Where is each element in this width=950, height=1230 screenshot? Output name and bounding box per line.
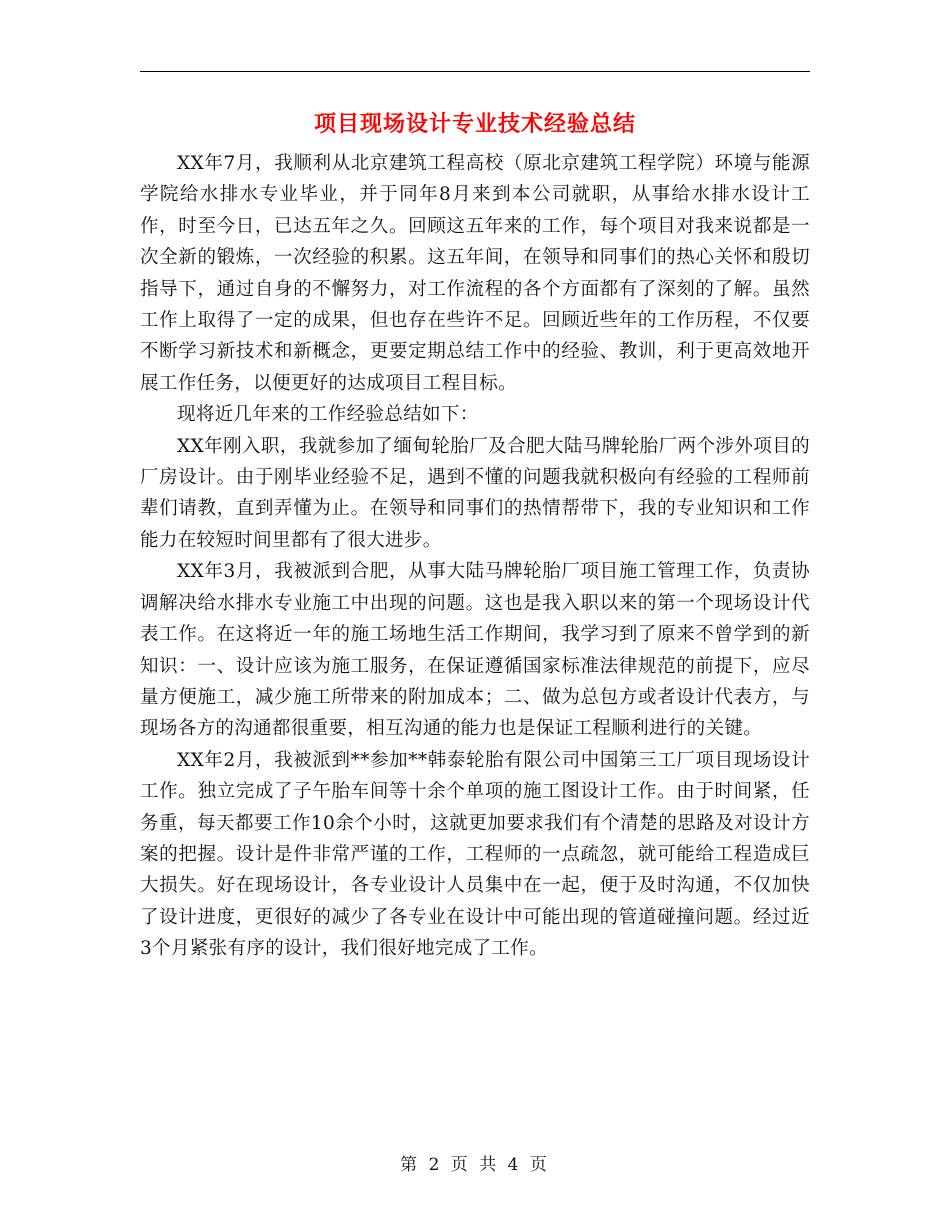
paragraph-hefei-site: XX年3月，我被派到合肥，从事大陆马牌轮胎厂项目施工管理工作，负责协调解决给水排水专业施工中出现的问题。这也是我入职以来的第一个现场设计代表工作。在这将近一年的施工场地生活工作期间，我学习到了原来不曾学到的新知识：一、设计应该为施工服务，在保证遵循国家标准法律规范的前提下，应尽量方便施工，减少施工所带来的附加成本；二、做为总包方或者设计代表方，与现场各方的沟通都很重要，相互沟通的能力也是保证工程顺利进行的关键。 (140, 561, 810, 740)
document-title: 项目现场设计专业技术经验总结 (313, 112, 636, 137)
document-body (140, 148, 810, 965)
paragraph-hankook-project: XX年2月，我被派到**参加**韩泰轮胎有限公司中国第三工厂项目现场设计工作。独立完成了子午胎车间等十余个单项的施工图设计工作。由于时间紧，任务重，每天都要工作10余个小时，这就更加要求我们有个清楚的思路及对设计方案的把握。设计是件非常严谨的工作，工程师的一点疏忽，就可能给工程造成巨大损失。好在现场设计，各专业设计人员集中在一起，便于及时沟通，不仅加快了设计进度，更很好的减少了各专业在设计中可能出现的管道碰撞问题。经过近3个月紧张有序的设计，我们很好地完成了工作。 (140, 749, 810, 960)
paragraph-first-year: XX年刚入职，我就参加了缅甸轮胎厂及合肥大陆马牌轮胎厂两个涉外项目的厂房设计。由于刚毕业经验不足，遇到不懂的问题我就积极向有经验的工程师前辈们请教，直到弄懂为止。在领导和同事们的热情帮带下，我的专业知识和工作能力在较短时间里都有了很大进步。 (140, 435, 810, 551)
paragraph-summary-lead: 现将近几年来的工作经验总结如下： (177, 404, 479, 426)
paragraph-intro: XX年7月，我顺利从北京建筑工程高校（原北京建筑工程学院）环境与能源学院给水排水专业毕业，并于同年8月来到本公司就职，从事给水排水设计工作，时至今日，已达五年之久。回顾这五年来的工作，每个项目对我来说都是一次全新的锻炼，一次经验的积累。这五年间，在领导和同事们的热心关怀和殷切指导下，通过自身的不懈努力，对工作流程的各个方面都有了深刻的了解。虽然工作上取得了一定的成果，但也存在些许不足。回顾近些年的工作历程，不仅要不断学习新技术和新概念，更要定期总结工作中的经验、教训，利于更高效地开展工作任务，以便更好的达成项目工程目标。 (140, 153, 810, 394)
header-divider (140, 71, 810, 72)
page-footer: 第 2 页 共 4 页 (400, 1155, 550, 1175)
